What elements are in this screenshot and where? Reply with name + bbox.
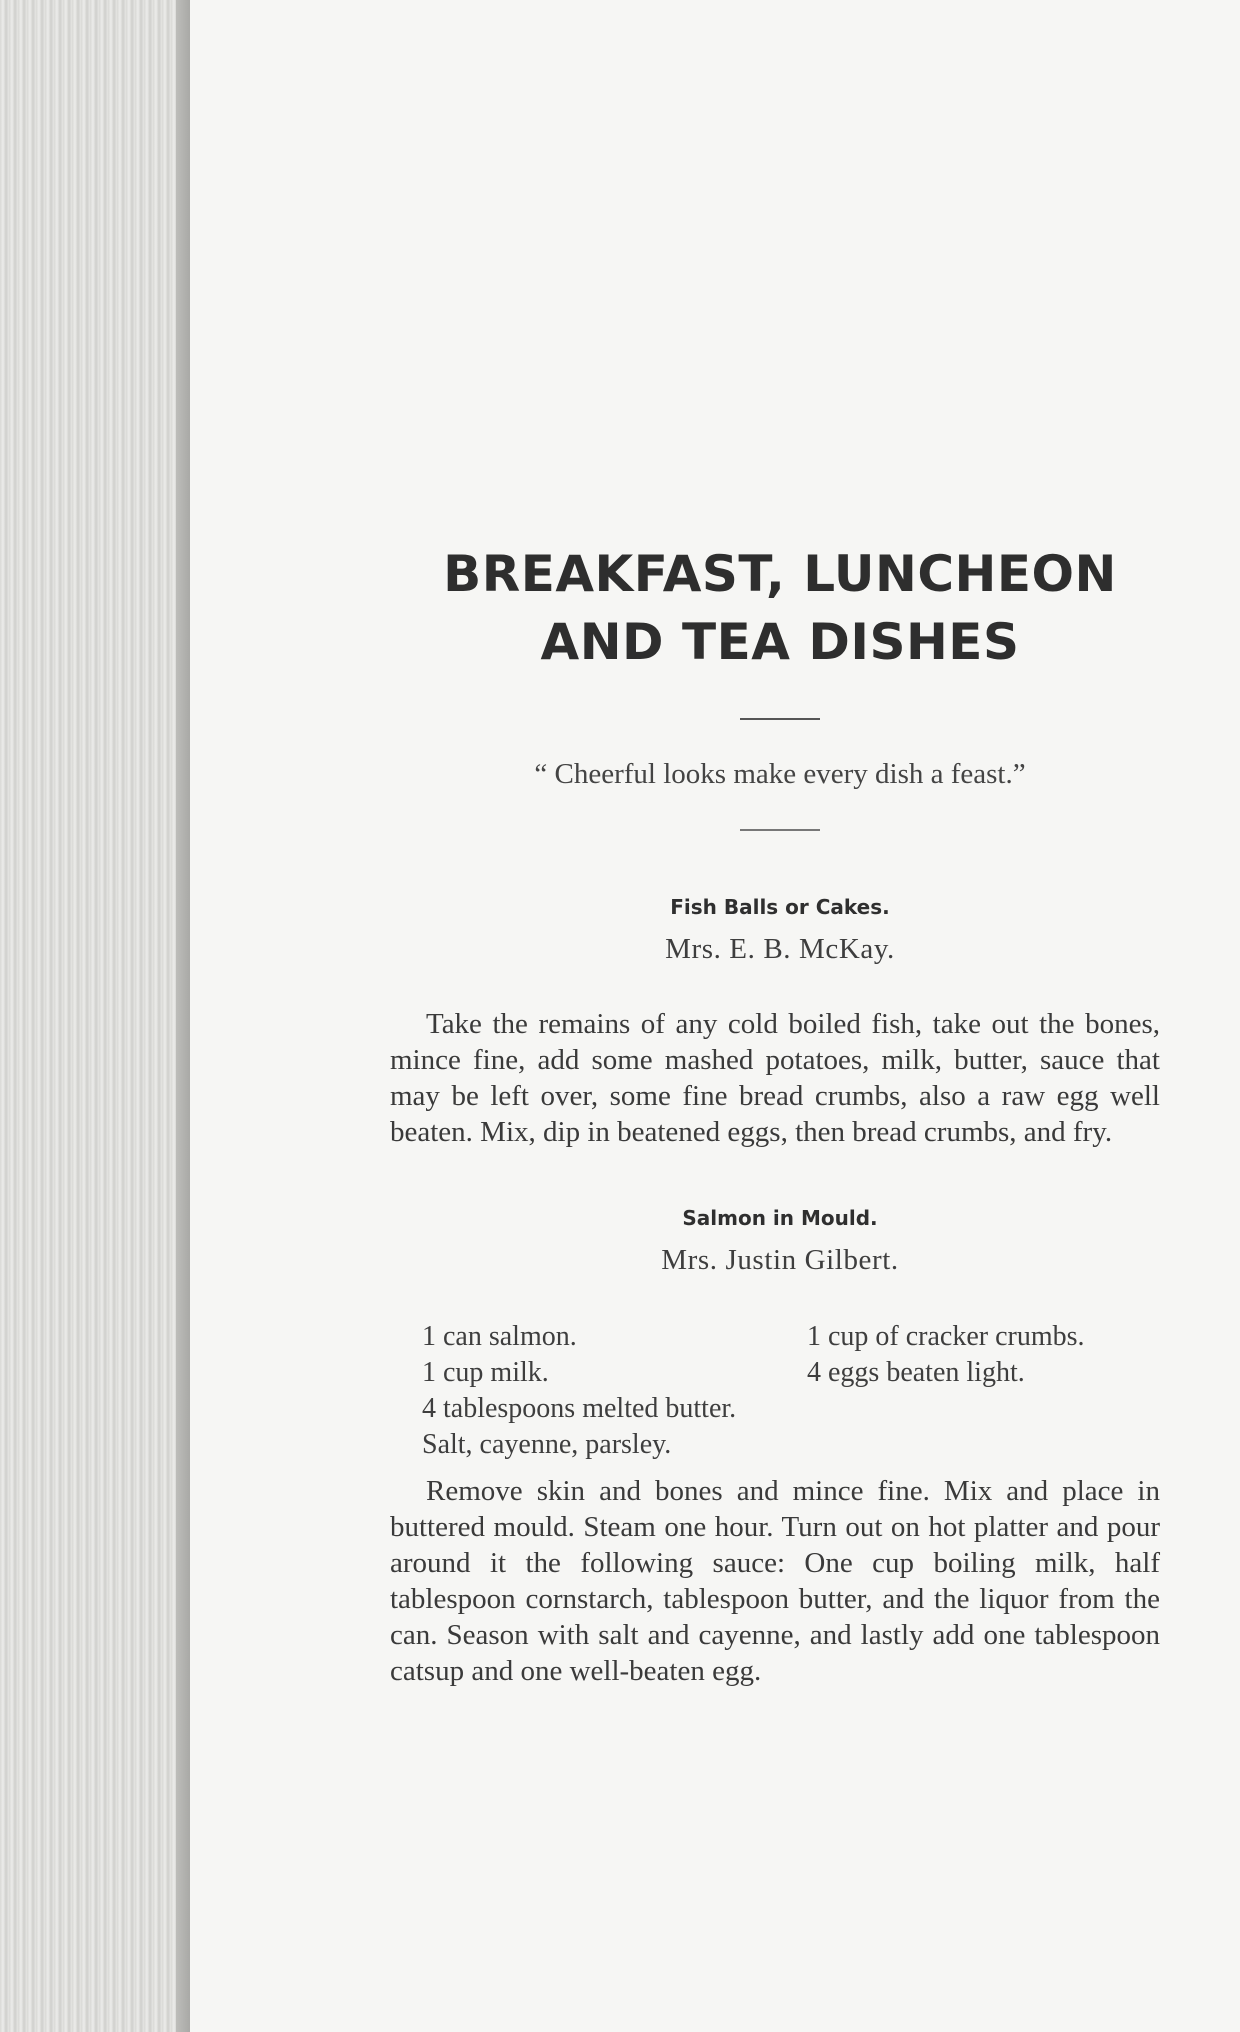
ingredient-row [422, 1355, 1162, 1391]
recipe-instructions [390, 1473, 1160, 1689]
ingredient: 1 cup of cracker crumbs. [807, 1321, 1085, 1352]
ingredient-row [422, 1319, 1162, 1355]
ingredient-list [422, 1319, 1162, 1463]
ingredient: Salt, cayenne, parsley. [422, 1429, 672, 1460]
recipe-instructions-text: Take the remains of any cold boiled fish, take out the bones, mince fine, add some mashed potatoes, milk, butter, sauce that may be left over, some fine bread crumbs, also a raw egg well beaten. Mix, dip in beatened eggs, then bread crumbs, and fry. [390, 1008, 1160, 1148]
recipe-author: Mrs. E. B. McKay. [665, 933, 895, 965]
recipe-title: Fish Balls or Cakes. [670, 895, 890, 919]
recipe-title: Salmon in Mould. [682, 1206, 878, 1230]
ingredient: 4 eggs beaten light. [807, 1357, 1025, 1388]
page-content [390, 540, 1240, 1689]
ingredient: 1 cup milk. [422, 1357, 549, 1388]
book-page [190, 0, 1240, 2032]
recipe-instructions-text: Remove skin and bones and mince fine. Mix and place in buttered mould. Steam one hour. Turn out on hot platter and pour around it the following sauce: One cup boiling milk, half tablespoon cornstarch, tablespoon butter, and the liquor from the can. Season with salt and cayenne, and lastly add one tablespoon catsup and one well-beaten egg. [390, 1475, 1160, 1687]
recipe-instructions [390, 1006, 1160, 1150]
chapter-motto: “ Cheerful looks make every dish a feast.” [534, 758, 1026, 790]
chapter-title: BREAKFAST, LUNCHEON AND TEA DISHES [443, 545, 1117, 671]
ingredient: 1 can salmon. [422, 1321, 577, 1352]
motto-divider [740, 829, 820, 831]
title-divider [740, 718, 820, 720]
page-edges [0, 0, 190, 2032]
ingredient: 4 tablespoons melted butter. [422, 1393, 737, 1424]
recipe-author: Mrs. Justin Gilbert. [661, 1244, 899, 1276]
